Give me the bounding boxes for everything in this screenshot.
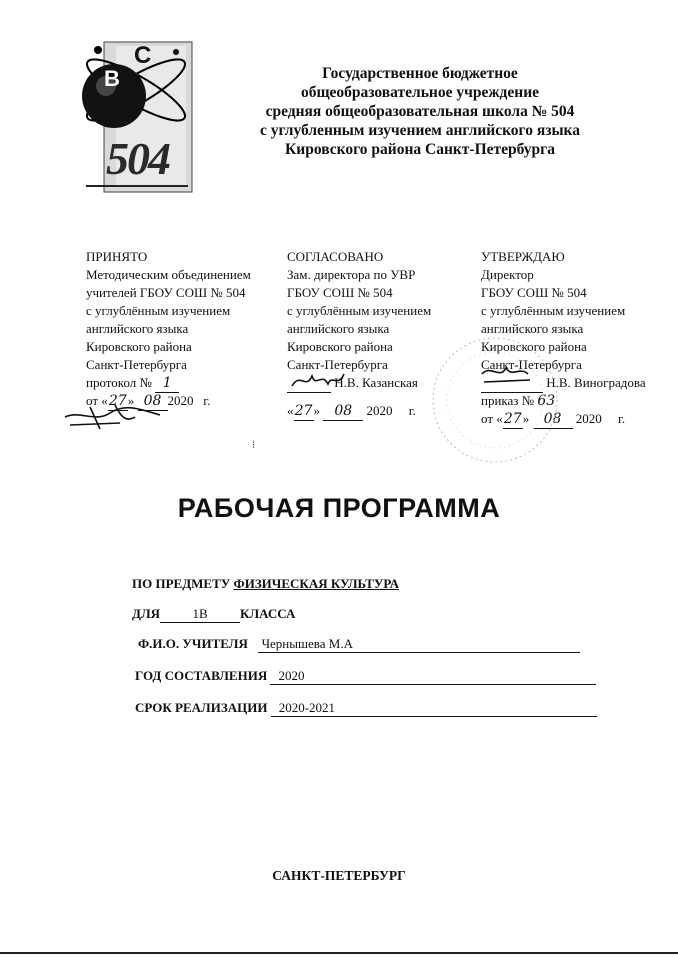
logo-letter-c: C [134,42,152,69]
protocol-label: протокол № [86,375,152,390]
class-label-1: ДЛЯ [132,606,161,621]
year-field [135,668,596,685]
accepted-line: с углублённым изучением [86,303,231,318]
class-value: 1В [160,606,240,623]
approved-line: английского языка [481,321,584,336]
header-line-1: Государственное бюджетное [322,65,518,82]
date-prefix: от « [86,393,108,408]
header-line-3: средняя общеобразовательная школа № 504 [265,103,575,120]
accepted-heading: ПРИНЯТО [86,249,148,264]
protocol-number: 1 [155,374,179,393]
accepted-line: Методическим объединением [86,267,251,282]
agreed-signer: Н.В. Казанская [334,375,418,390]
teacher-label: Ф.И.О. УЧИТЕЛЯ [138,636,248,651]
agreed-month: 08 [323,402,363,421]
approved-line: Санкт-Петербурга [481,357,582,372]
agreed-line: с углублённым изучением [287,303,432,318]
approved-signer: Н.В. Виноградова [546,375,646,390]
logo-letter-b: B [104,66,120,91]
footer-city: САНКТ-ПЕТЕРБУРГ [272,868,406,883]
date-prefix: от « [481,411,503,426]
date-prefix: « [287,403,294,418]
approved-line: Кировского района [481,339,587,354]
teacher-value: Чернышева М.А [258,636,580,653]
approval-agreed [287,248,431,420]
agreed-year: 2020 [366,403,393,418]
header-line-4: с углубленным изучением английского языка [260,122,580,139]
date-mid: » [522,411,530,426]
class-label-2: КЛАССА [240,606,296,621]
stray-mark: ⁝ [252,440,256,451]
class-field [132,606,295,623]
subject-label: ПО ПРЕДМЕТУ [132,576,234,591]
order-number: 63 [537,393,556,409]
approved-month: 08 [533,410,573,429]
accepted-line: Санкт-Петербурга [86,357,187,372]
approved-line: ГБОУ СОШ № 504 [481,285,587,300]
agreed-line: Санкт-Петербурга [287,357,388,372]
approved-line: Директор [481,267,534,282]
accepted-year-suffix: г. [203,393,211,408]
header-line-5: Кировского района Санкт-Петербурга [285,141,555,158]
school-logo [76,36,196,196]
agreed-year-suffix: г. [408,403,416,418]
agreed-line: ГБОУ СОШ № 504 [287,285,393,300]
approved-year-suffix: г. [618,411,626,426]
accepted-year: 2020 [167,393,194,408]
stamp-icon [420,330,580,470]
accepted-line: английского языка [86,321,189,336]
approved-heading: УТВЕРЖДАЮ [481,249,565,264]
teacher-field [138,636,580,653]
date-mid: » [127,393,135,408]
agreed-date [287,402,431,420]
subject-field [132,576,399,592]
signature-agreed-icon [288,368,348,392]
accepted-line: учителей ГБОУ СОШ № 504 [86,285,246,300]
agreed-line: английского языка [287,321,390,336]
year-value: 2020 [270,668,596,685]
year-label: ГОД СОСТАВЛЕНИЯ [135,668,268,683]
approved-year: 2020 [575,411,602,426]
scan-edge-line [0,952,678,954]
agreed-heading: СОГЛАСОВАНО [287,249,384,264]
approved-line: с углублённым изучением [481,303,626,318]
term-label: СРОК РЕАЛИЗАЦИИ [135,700,268,715]
agreed-line: Кировского района [287,339,393,354]
header-line-2: общеобразовательное учреждение [300,84,540,101]
approved-day: 27 [503,411,522,427]
term-field [135,700,597,717]
logo-number: 504 [106,133,169,184]
accepted-day: 27 [108,393,127,409]
page-title: РАБОЧАЯ ПРОГРАММА [177,493,501,523]
term-value: 2020-2021 [271,700,597,717]
agreed-line: Зам. директора по УВР [287,267,416,282]
signature-accepted-icon [60,395,170,435]
accepted-line: Кировского района [86,339,192,354]
accepted-month: 08 [138,392,168,411]
approval-accepted [86,248,251,410]
order-label: приказ № [481,393,538,408]
subject-value: ФИЗИЧЕСКАЯ КУЛЬТУРА [233,576,400,591]
agreed-day: 27 [294,403,313,419]
date-mid: » [313,403,320,418]
accepted-protocol [86,374,251,392]
